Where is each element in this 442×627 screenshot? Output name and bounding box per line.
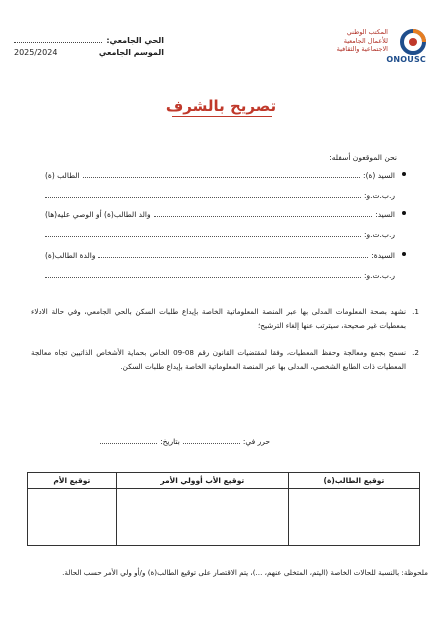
sig-box-father[interactable] — [116, 489, 288, 546]
clause-1: 1. نشهد بصحة المعلومات المدلى بها عبر المنصة المعلوماتية الخاصة بإيداع طلبات السكن بالحي الجامعي، وفي حالة الادلاء بمعطيات غير صحيحة، سيترتب عنها إلغاء الترشيح؛ — [31, 307, 419, 330]
signature-table — [27, 472, 420, 546]
intro-text: نحن الموقعون أسفله: — [329, 153, 397, 162]
sig-box-mother[interactable] — [28, 489, 117, 546]
header-fields — [14, 34, 164, 62]
cin-dotted-line[interactable] — [45, 190, 361, 198]
bullet-icon — [402, 172, 406, 176]
onousc-emblem-icon — [400, 29, 426, 55]
sig-header-mother: توقيع الأم — [28, 473, 117, 489]
sig-box-student[interactable] — [288, 489, 419, 546]
campus-dotted-line[interactable] — [14, 34, 102, 43]
page-title: تصريح بالشرف — [165, 97, 277, 115]
org-acronym: ONOUSC — [386, 55, 426, 64]
name-dotted-line[interactable] — [98, 250, 368, 258]
person-mother: السيدة: والدة الطالب(ة) ر.ب.ت.و: — [45, 250, 395, 282]
bullet-icon — [402, 211, 406, 215]
name-dotted-line[interactable] — [83, 170, 360, 178]
title-underline — [172, 116, 272, 117]
cin-dotted-line[interactable] — [45, 229, 361, 237]
bullet-icon — [402, 252, 406, 256]
campus-field: الحي الجامعي: — [14, 34, 164, 48]
person-father: السيد: والد الطالب(ة) أو الوصي عليه(ها) ر.ب.ت.و: — [45, 209, 395, 241]
sig-header-student: توقيع الطالب(ة) — [288, 473, 419, 489]
name-dotted-line[interactable] — [154, 209, 373, 217]
footnote: ملحوظة: بالنسبة للحالات الخاصة (اليتم، المتخلى عنهم، ...)، يتم الاقتصار على توقيع الطالب(ة) و/أو ولي الأمر حسب الحالة. — [62, 568, 428, 577]
org-name: المكتب الوطني للأعمال الجامعية الاجتماعية والثقافية — [336, 28, 388, 53]
cin-dotted-line[interactable] — [45, 270, 361, 278]
season-value: 2025/2024 — [14, 48, 58, 57]
place-date-field: حرر في: بتاريخ: — [100, 436, 270, 446]
place-dotted-line[interactable] — [183, 436, 240, 444]
season-field: الموسم الجامعي 2025/2024 — [14, 48, 164, 57]
person-student: السيد (ة): الطالب (ة) ر.ب.ت.و: — [45, 170, 395, 202]
clause-2: 2. نسمح بجمع ومعالجة وحفظ المعطيات، وفقا لمقتضيات القانون رقم 08-09 الخاص بحماية الأشخاص الذاتيين تجاه معالجة المعطيات ذات الطابع الشخصي، المدلى بها عبر المنصة المعلوماتية الخاصة بإيداع طلبات السكن. — [31, 348, 419, 371]
sig-header-father: توقيع الأب أوولي الأمر — [116, 473, 288, 489]
onousc-logo — [291, 27, 426, 67]
date-dotted-line[interactable] — [100, 436, 157, 444]
